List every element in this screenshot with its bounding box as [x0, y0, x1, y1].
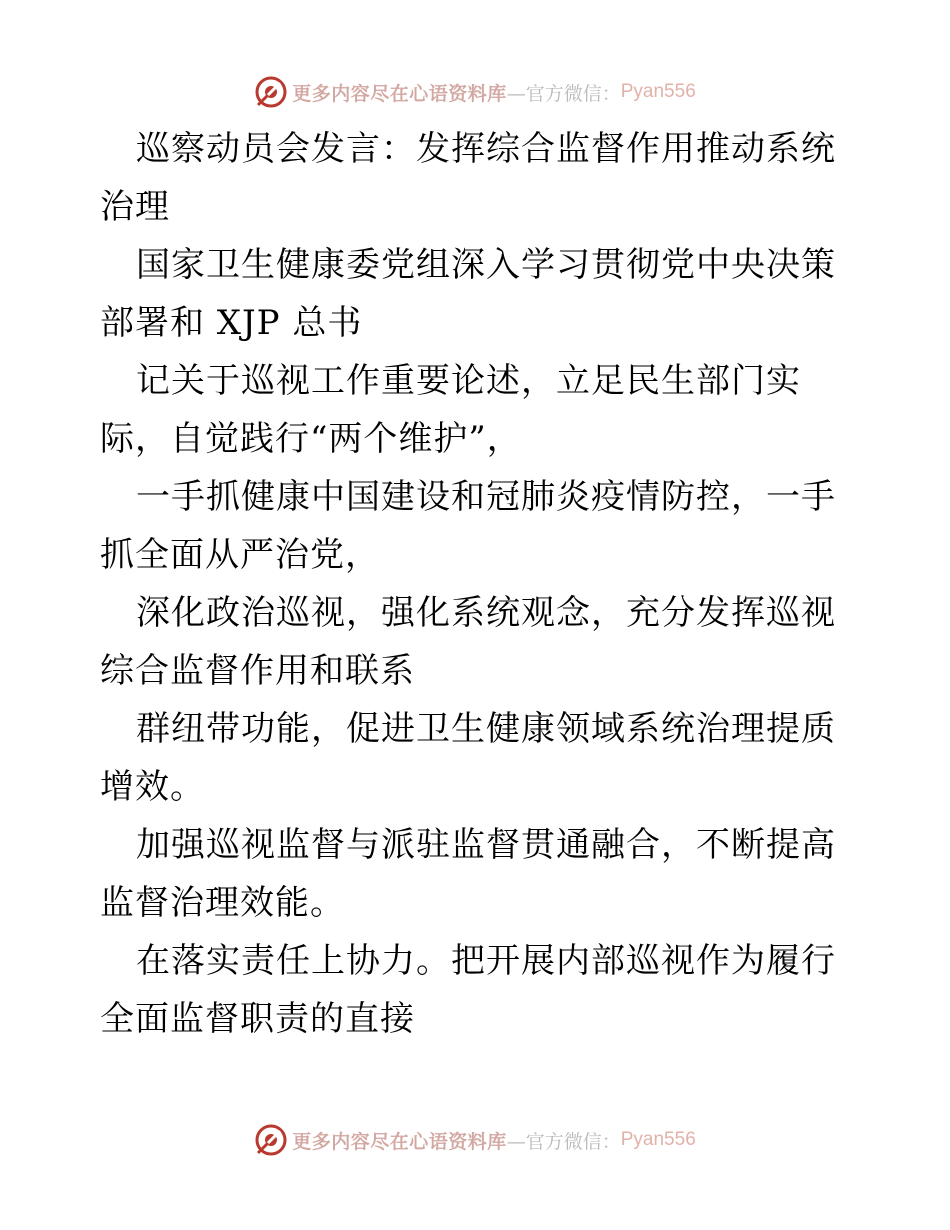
- banner-wechat-id: Pyan556: [620, 81, 696, 102]
- logo-icon: [254, 75, 288, 109]
- paragraph: 国家卫生健康委党组深入学习贯彻党中央决策部署和 XJP 总书: [100, 245, 836, 343]
- paragraph: 深化政治巡视，强化系统观念，充分发挥巡视综合监督作用和联系: [100, 593, 836, 691]
- header-watermark-banner: [0, 72, 950, 112]
- document-body: [100, 120, 860, 1048]
- document-title: 巡察动员会发言：发挥综合监督作用推动系统治理: [100, 129, 836, 227]
- paragraph: 群纽带功能，促进卫生健康领域系统治理提质增效。: [100, 709, 836, 807]
- banner-wechat-id: Pyan556: [620, 1129, 696, 1150]
- paragraph: 加强巡视监督与派驻监督贯通融合，不断提高监督治理效能。: [100, 825, 836, 923]
- paragraph: 一手抓健康中国建设和冠肺炎疫情防控，一手抓全面从严治党，: [100, 477, 836, 575]
- paragraph: 记关于巡视工作重要论述，立足民生部门实际，自觉践行“两个维护”，: [100, 361, 801, 459]
- footer-watermark-banner: [0, 1120, 950, 1160]
- banner-main-text: 更多内容尽在心语资料库: [292, 82, 507, 105]
- logo-icon: [254, 1123, 288, 1157]
- banner-side-text: —官方微信：: [506, 82, 621, 105]
- paragraph: 在落实责任上协力。把开展内部巡视作为履行全面监督职责的直接: [100, 941, 836, 1039]
- banner-side-text: —官方微信：: [506, 1130, 621, 1153]
- banner-main-text: 更多内容尽在心语资料库: [292, 1130, 507, 1153]
